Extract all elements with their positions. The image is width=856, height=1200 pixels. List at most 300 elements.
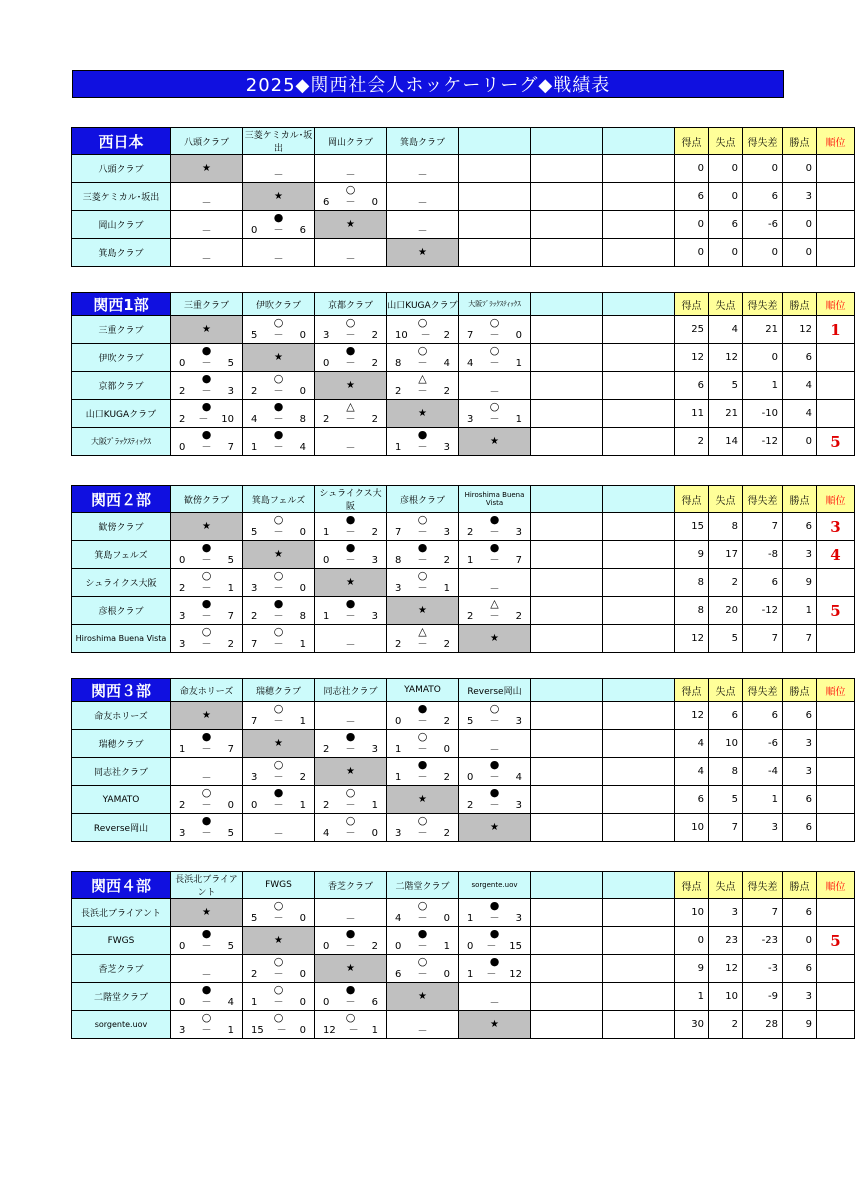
score-for: 2 <box>179 414 186 425</box>
result-cell <box>171 814 243 842</box>
score <box>315 414 386 426</box>
loss-icon: ● <box>489 927 500 940</box>
score-against: 8 <box>299 611 306 622</box>
score-against: 3 <box>371 555 378 566</box>
score-for: 7 <box>251 716 258 727</box>
result-cell <box>171 983 243 1011</box>
rank-cell <box>817 372 855 400</box>
score <box>171 414 242 426</box>
rank-cell <box>817 899 855 927</box>
league-name: 関西４部 <box>72 872 171 899</box>
goals-for: 4 <box>675 730 709 758</box>
score-dash: － <box>273 414 284 425</box>
loss-icon: ● <box>273 400 284 413</box>
score-against: 0 <box>299 330 306 341</box>
dash-mark: － <box>201 226 212 237</box>
score <box>315 744 386 756</box>
self-match-cell <box>459 814 531 842</box>
win-icon: ○ <box>273 983 284 996</box>
self-match-cell <box>387 239 459 267</box>
win-icon: ○ <box>417 513 428 526</box>
win-icon: ○ <box>417 955 428 968</box>
score-for: 0 <box>467 941 474 952</box>
score-for: 5 <box>467 716 474 727</box>
table-row <box>72 428 855 456</box>
unplayed-cell <box>171 758 243 786</box>
goals-for: 30 <box>675 1011 709 1039</box>
spacer-cell <box>603 211 675 239</box>
score <box>171 997 242 1009</box>
column-team-header: 同志社クラブ <box>315 679 387 702</box>
result-cell <box>315 541 387 569</box>
spacer-cell <box>531 1011 603 1039</box>
row-team-name: 三菱ケミカル･坂出 <box>72 183 171 211</box>
score-against: 2 <box>443 639 450 650</box>
win-icon: ○ <box>417 730 428 743</box>
score-for: 2 <box>179 386 186 397</box>
result-cell <box>243 983 315 1011</box>
table-row <box>72 1011 855 1039</box>
unplayed-cell <box>459 372 531 400</box>
table-row <box>72 344 855 372</box>
star-icon: ★ <box>346 963 355 974</box>
score-against: 4 <box>227 997 234 1008</box>
self-match-cell <box>459 625 531 653</box>
score <box>387 386 458 398</box>
win-icon: ○ <box>417 316 428 329</box>
rank-cell <box>817 702 855 730</box>
spacer-header <box>603 486 675 513</box>
self-match-cell <box>171 702 243 730</box>
result-cell <box>243 428 315 456</box>
dash-mark: － <box>489 998 500 1009</box>
table-row <box>72 955 855 983</box>
result-cell <box>243 702 315 730</box>
table-row <box>72 625 855 653</box>
score-for: 4 <box>395 913 402 924</box>
result-cell <box>315 983 387 1011</box>
rank-cell: 4 <box>817 541 855 569</box>
score <box>243 969 314 981</box>
table-row <box>72 899 855 927</box>
goals-against: 8 <box>709 513 743 541</box>
table-row <box>72 372 855 400</box>
score-for: 0 <box>323 555 330 566</box>
score-for: 0 <box>179 997 186 1008</box>
score-against: 0 <box>299 969 306 980</box>
column-team-header: 長浜北ブライアント <box>171 872 243 899</box>
score-dash: － <box>201 386 212 397</box>
win-icon: ○ <box>201 1011 212 1024</box>
self-match-cell <box>171 316 243 344</box>
score <box>243 1025 314 1037</box>
score-dash: － <box>417 555 428 566</box>
column-team-header: 香芝クラブ <box>315 872 387 899</box>
spacer-header <box>531 293 603 316</box>
rank-cell: 1 <box>817 316 855 344</box>
score-dash: － <box>345 527 356 538</box>
goals-against: 7 <box>709 814 743 842</box>
star-icon: ★ <box>202 907 211 918</box>
goal-difference: -4 <box>743 758 783 786</box>
table-row <box>72 597 855 625</box>
score-dash: － <box>273 997 284 1008</box>
score <box>387 969 458 981</box>
score <box>171 828 242 840</box>
score-against: 2 <box>443 716 450 727</box>
score <box>171 442 242 454</box>
goal-difference: 21 <box>743 316 783 344</box>
score-dash: － <box>273 442 284 453</box>
row-team-name: 長浜北ブライアント <box>72 899 171 927</box>
unplayed-cell <box>459 983 531 1011</box>
result-cell <box>459 400 531 428</box>
goals-for: 10 <box>675 814 709 842</box>
result-cell <box>387 372 459 400</box>
score <box>243 997 314 1009</box>
goals-for: 12 <box>675 344 709 372</box>
goals-for: 10 <box>675 899 709 927</box>
empty-cell <box>459 155 531 183</box>
rank-cell <box>817 344 855 372</box>
score <box>243 527 314 539</box>
score-dash: － <box>273 800 284 811</box>
row-team-name: 三重クラブ <box>72 316 171 344</box>
loss-icon: ● <box>201 344 212 357</box>
star-icon: ★ <box>490 633 499 644</box>
column-team-header: 大阪ﾌﾞﾗｯｸｽﾃｨｯｸｽ <box>459 293 531 316</box>
stat-header: 勝点 <box>783 486 817 513</box>
table-row <box>72 400 855 428</box>
unplayed-cell <box>459 569 531 597</box>
score-for: 3 <box>179 1025 186 1036</box>
loss-icon: ● <box>345 983 356 996</box>
score-dash: － <box>273 527 284 538</box>
row-team-name: 同志社クラブ <box>72 758 171 786</box>
score-against: 15 <box>509 941 522 952</box>
row-team-name: 大阪ﾌﾞﾗｯｸｽﾃｨｯｸｽ <box>72 428 171 456</box>
points: 3 <box>783 730 817 758</box>
stat-header: 勝点 <box>783 872 817 899</box>
score-dash: － <box>345 555 356 566</box>
score-for: 2 <box>467 800 474 811</box>
score-for: 1 <box>395 772 402 783</box>
result-cell <box>171 400 243 428</box>
loss-icon: ● <box>345 344 356 357</box>
score-dash: － <box>489 527 500 538</box>
result-cell <box>171 730 243 758</box>
spacer-cell <box>531 758 603 786</box>
goals-against: 2 <box>709 1011 743 1039</box>
score-dash: － <box>345 197 356 208</box>
score-for: 0 <box>467 772 474 783</box>
score <box>459 716 530 728</box>
score-for: 2 <box>467 611 474 622</box>
score-dash: － <box>417 828 428 839</box>
score-against: 2 <box>299 772 306 783</box>
score-for: 3 <box>395 583 402 594</box>
spacer-header <box>603 293 675 316</box>
spacer-cell <box>531 597 603 625</box>
column-team-header: 伊吹クラブ <box>243 293 315 316</box>
score-for: 1 <box>323 611 330 622</box>
spacer-cell <box>603 569 675 597</box>
unplayed-cell <box>315 428 387 456</box>
goals-for: 9 <box>675 541 709 569</box>
score-for: 0 <box>323 997 330 1008</box>
column-team-header: sorgente.uov <box>459 872 531 899</box>
score-for: 3 <box>251 772 258 783</box>
rank-cell <box>817 569 855 597</box>
spacer-header <box>603 128 675 155</box>
result-cell <box>243 899 315 927</box>
star-icon: ★ <box>346 219 355 230</box>
result-cell <box>387 625 459 653</box>
self-match-cell <box>315 211 387 239</box>
self-match-cell <box>459 1011 531 1039</box>
score-dash: － <box>417 772 428 783</box>
score-for: 0 <box>251 800 258 811</box>
score-for: 1 <box>467 555 474 566</box>
stat-header: 失点 <box>709 293 743 316</box>
score-against: 1 <box>227 583 234 594</box>
stat-header: 勝点 <box>783 128 817 155</box>
goals-for: 12 <box>675 625 709 653</box>
score-against: 4 <box>443 358 450 369</box>
result-cell <box>459 702 531 730</box>
score <box>387 913 458 925</box>
column-team-header: 彦根クラブ <box>387 486 459 513</box>
win-icon: ○ <box>489 344 500 357</box>
goal-difference: 0 <box>743 344 783 372</box>
draw-icon: △ <box>346 400 355 413</box>
score-for: 2 <box>251 611 258 622</box>
table-row <box>72 814 855 842</box>
table-row <box>72 983 855 1011</box>
unplayed-cell <box>243 155 315 183</box>
table-row <box>72 758 855 786</box>
score <box>243 414 314 426</box>
score-against: 0 <box>443 969 450 980</box>
spacer-cell <box>603 983 675 1011</box>
result-cell <box>459 344 531 372</box>
score <box>171 744 242 756</box>
spacer-cell <box>531 625 603 653</box>
rank-cell <box>817 625 855 653</box>
rank-cell: 5 <box>817 597 855 625</box>
win-icon: ○ <box>273 758 284 771</box>
result-cell <box>387 899 459 927</box>
loss-icon: ● <box>489 541 500 554</box>
spacer-cell <box>531 541 603 569</box>
points: 0 <box>783 927 817 955</box>
win-icon: ○ <box>273 316 284 329</box>
goals-against: 12 <box>709 344 743 372</box>
score-dash: － <box>201 828 212 839</box>
score <box>315 611 386 623</box>
unplayed-cell <box>315 155 387 183</box>
score-dash: － <box>489 330 500 341</box>
loss-icon: ● <box>489 513 500 526</box>
spacer-cell <box>531 400 603 428</box>
spacer-cell <box>603 786 675 814</box>
goals-against: 17 <box>709 541 743 569</box>
score <box>243 800 314 812</box>
table-row <box>72 183 855 211</box>
loss-icon: ● <box>345 597 356 610</box>
goals-for: 1 <box>675 983 709 1011</box>
dash-mark: － <box>273 829 284 840</box>
score-for: 3 <box>395 828 402 839</box>
score-dash: － <box>201 442 212 453</box>
dash-mark: － <box>273 170 284 181</box>
stat-header: 得点 <box>675 872 709 899</box>
loss-icon: ● <box>201 400 212 413</box>
score-against: 0 <box>299 583 306 594</box>
result-cell <box>459 513 531 541</box>
draw-icon: △ <box>490 597 499 610</box>
goals-against: 5 <box>709 625 743 653</box>
win-icon: ○ <box>417 814 428 827</box>
goals-against: 8 <box>709 758 743 786</box>
result-cell <box>171 569 243 597</box>
score-against: 6 <box>371 997 378 1008</box>
score-against: 3 <box>515 716 522 727</box>
score-for: 0 <box>179 555 186 566</box>
dash-mark: － <box>489 387 500 398</box>
self-match-cell <box>243 730 315 758</box>
score <box>315 555 386 567</box>
goal-difference: 7 <box>743 899 783 927</box>
score-against: 1 <box>371 1025 378 1036</box>
spacer-cell <box>603 814 675 842</box>
score-against: 1 <box>515 358 522 369</box>
spacer-cell <box>603 400 675 428</box>
star-icon: ★ <box>490 436 499 447</box>
column-team-header: 山口KUGAクラブ <box>387 293 459 316</box>
row-team-name: 二階堂クラブ <box>72 983 171 1011</box>
spacer-cell <box>603 239 675 267</box>
result-cell <box>243 211 315 239</box>
score <box>387 639 458 651</box>
score-against: 3 <box>443 527 450 538</box>
stat-header: 得失差 <box>743 872 783 899</box>
goals-for: 0 <box>675 155 709 183</box>
column-team-header: 三重クラブ <box>171 293 243 316</box>
score-for: 12 <box>323 1025 336 1036</box>
row-team-name: 彦根クラブ <box>72 597 171 625</box>
score-for: 3 <box>179 639 186 650</box>
unplayed-cell <box>243 814 315 842</box>
rank-cell <box>817 730 855 758</box>
score-dash: － <box>489 716 500 727</box>
goals-against: 20 <box>709 597 743 625</box>
score-dash: － <box>273 716 284 727</box>
unplayed-cell <box>387 183 459 211</box>
loss-icon: ● <box>345 927 356 940</box>
score-dash: － <box>420 330 431 341</box>
column-team-header: 八頭クラブ <box>171 128 243 155</box>
loss-icon: ● <box>417 702 428 715</box>
dash-mark: － <box>345 170 356 181</box>
self-match-cell <box>243 541 315 569</box>
loss-icon: ● <box>489 786 500 799</box>
score-against: 3 <box>443 442 450 453</box>
score <box>459 941 530 953</box>
star-icon: ★ <box>490 1019 499 1030</box>
score-for: 2 <box>467 527 474 538</box>
table-header-row <box>72 872 855 899</box>
goal-difference: -12 <box>743 428 783 456</box>
points: 3 <box>783 183 817 211</box>
spacer-cell <box>603 702 675 730</box>
score <box>243 583 314 595</box>
score <box>387 941 458 953</box>
dash-mark: － <box>417 1026 428 1037</box>
result-cell <box>387 316 459 344</box>
score-dash: － <box>345 800 356 811</box>
rank-cell <box>817 183 855 211</box>
win-icon: ○ <box>345 316 356 329</box>
score-dash: － <box>273 225 284 236</box>
score-dash: － <box>198 414 209 425</box>
score-for: 2 <box>395 639 402 650</box>
points: 3 <box>783 983 817 1011</box>
goal-difference: 6 <box>743 702 783 730</box>
loss-icon: ● <box>345 541 356 554</box>
score-for: 0 <box>395 716 402 727</box>
goal-difference: 1 <box>743 372 783 400</box>
self-match-cell <box>387 597 459 625</box>
spacer-cell <box>531 786 603 814</box>
dash-mark: － <box>201 198 212 209</box>
goals-for: 15 <box>675 513 709 541</box>
score-against: 1 <box>515 414 522 425</box>
score <box>459 527 530 539</box>
win-icon: ○ <box>273 513 284 526</box>
score-for: 3 <box>467 414 474 425</box>
loss-icon: ● <box>201 730 212 743</box>
win-icon: ○ <box>273 569 284 582</box>
score-dash: － <box>345 330 356 341</box>
score-dash: － <box>417 358 428 369</box>
score-against: 0 <box>515 330 522 341</box>
spacer-cell <box>603 899 675 927</box>
league-name: 関西３部 <box>72 679 171 702</box>
score <box>315 800 386 812</box>
goal-difference: 28 <box>743 1011 783 1039</box>
score-against: 2 <box>443 386 450 397</box>
score-against: 10 <box>221 414 234 425</box>
win-icon: ○ <box>273 899 284 912</box>
row-team-name: FWGS <box>72 927 171 955</box>
score-for: 6 <box>395 969 402 980</box>
points: 6 <box>783 955 817 983</box>
result-cell <box>387 730 459 758</box>
result-cell <box>387 814 459 842</box>
empty-cell <box>459 183 531 211</box>
score <box>243 913 314 925</box>
score <box>459 772 530 784</box>
result-cell <box>243 400 315 428</box>
score-against: 0 <box>299 1025 306 1036</box>
score <box>171 941 242 953</box>
dash-mark: － <box>273 254 284 265</box>
unplayed-cell <box>171 211 243 239</box>
score <box>315 527 386 539</box>
score-dash: － <box>201 583 212 594</box>
points: 3 <box>783 758 817 786</box>
